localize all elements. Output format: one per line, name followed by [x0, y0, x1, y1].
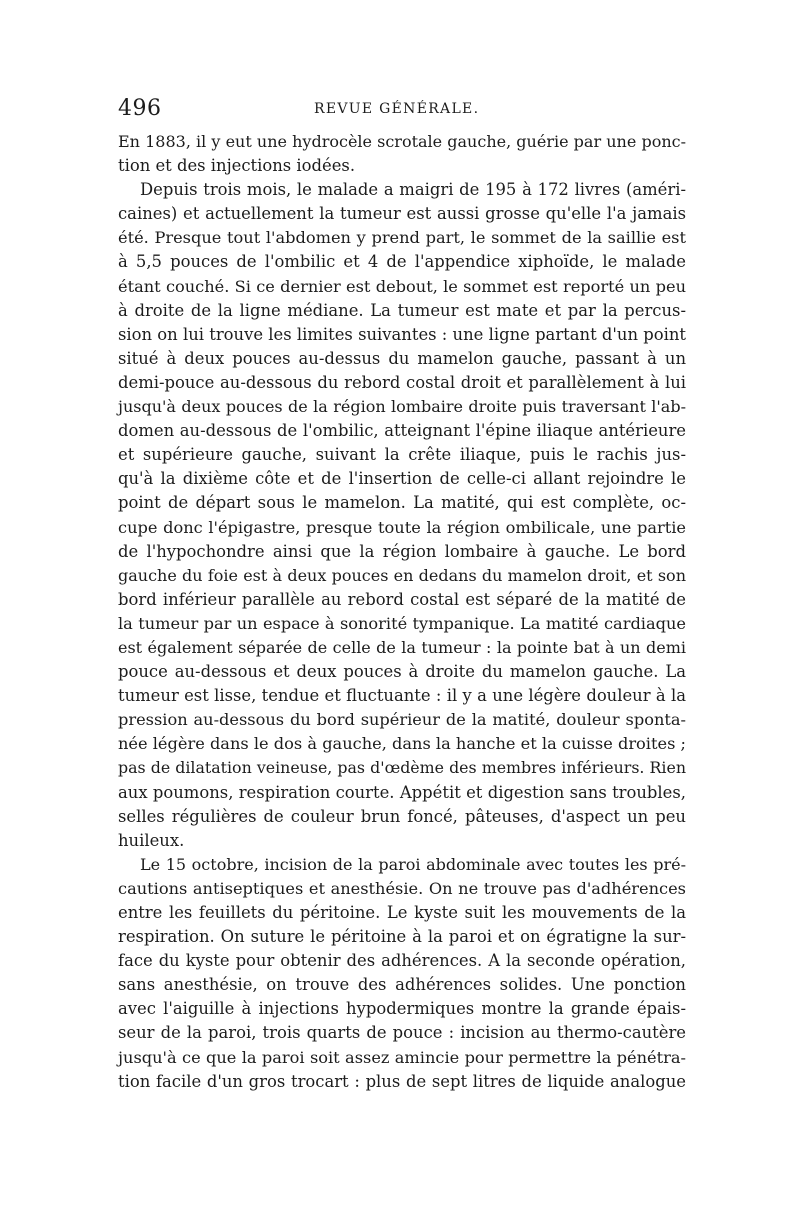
text-line: à 5,5 pouces de l'ombilic et 4 de l'appendice xiphoïde, le malade: [118, 252, 686, 272]
text-line: et supérieure gauche, suivant la crête iliaque, puis le rachis jus-: [118, 445, 686, 465]
text-line: été. Presque tout l'abdomen y prend part, le sommet de la saillie est: [118, 228, 686, 248]
text-line: situé à deux pouces au-dessus du mamelon gauche, passant à un: [118, 348, 686, 368]
text-line: point de départ sous le mamelon. La matité, qui est complète, oc-: [118, 493, 686, 513]
text-line: la tumeur par un espace à sonorité tympanique. La matité cardiaque: [118, 613, 686, 633]
text-line: gauche du foie est à deux pouces en dedans du mamelon droit, et son: [118, 565, 686, 585]
text-line: cupe donc l'épigastre, presque toute la région ombilicale, une partie: [118, 517, 686, 537]
page-header: [118, 96, 686, 126]
text-line: huileux.: [118, 830, 185, 850]
text-line: née légère dans le dos à gauche, dans la hanche et la cuisse droites ;: [118, 734, 686, 754]
text-line: pouce au-dessous et deux pouces à droite du mamelon gauche. La: [118, 662, 686, 682]
text-line: caines) et actuellement la tumeur est aussi grosse qu'elle l'a jamais: [118, 204, 686, 224]
body-text: [118, 130, 686, 1094]
text-line: selles régulières de couleur brun foncé, pâteuses, d'aspect un peu: [118, 806, 686, 826]
text-line: avec l'aiguille à injections hypodermiques montre la grande épais-: [118, 999, 686, 1019]
text-line: Depuis trois mois, le malade a maigri de 195 à 172 livres (améri-: [140, 180, 686, 200]
text-line: En 1883, il y eut une hydrocèle scrotale gauche, guérie par une ponc-: [118, 132, 686, 151]
text-line: respiration. On suture le péritoine à la paroi et on égratigne la sur-: [118, 927, 686, 947]
text-line: tion facile d'un gros trocart : plus de sept litres de liquide analogue: [118, 1071, 686, 1091]
text-line: jusqu'à deux pouces de la région lombaire droite puis traversant l'ab-: [118, 397, 686, 417]
text-line: jusqu'à ce que la paroi soit assez amincie pour permettre la pénétra-: [118, 1047, 686, 1067]
text-line: Le 15 octobre, incision de la paroi abdominale avec toutes les pré-: [140, 854, 686, 874]
text-line: qu'à la dixième côte et de l'insertion de celle-ci allant rejoindre le: [118, 469, 686, 489]
text-line: tumeur est lisse, tendue et fluctuante : il y a une légère douleur à la: [118, 686, 686, 706]
text-line: seur de la paroi, trois quarts de pouce : incision au thermo-cautère: [118, 1023, 686, 1043]
text-line: cautions antiseptiques et anesthésie. On ne trouve pas d'adhérences: [118, 878, 686, 898]
text-line: pression au-dessous du bord supérieur de la matité, douleur sponta-: [118, 710, 686, 730]
text-line: entre les feuillets du péritoine. Le kyste suit les mouvements de la: [118, 903, 686, 922]
text-line: face du kyste pour obtenir des adhérences. A la seconde opération,: [118, 951, 686, 971]
text-line: de l'hypochondre ainsi que la région lombaire à gauche. Le bord: [118, 541, 686, 561]
text-line: à droite de la ligne médiane. La tumeur est mate et par la percus-: [118, 300, 686, 320]
text-line: étant couché. Si ce dernier est debout, le sommet est reporté un peu: [118, 276, 686, 296]
text-line: sion on lui trouve les limites suivantes : une ligne partant d'un point: [118, 324, 686, 344]
running-head: REVUE GÉNÉRALE.: [314, 101, 480, 117]
text-line: demi-pouce au-dessous du rebord costal droit et parallèlement à lui: [118, 372, 686, 392]
text-line: tion et des injections iodées.: [118, 156, 356, 176]
text-line: domen au-dessous de l'ombilic, atteignant l'épine iliaque antérieure: [118, 421, 686, 441]
text-line: pas de dilatation veineuse, pas d'œdème des membres inférieurs. Rien: [118, 758, 686, 778]
text-line: sans anesthésie, on trouve des adhérences solides. Une ponction: [118, 975, 686, 995]
text-line: bord inférieur parallèle au rebord costal est séparé de la matité de: [118, 589, 686, 609]
text-line: aux poumons, respiration courte. Appétit et digestion sans troubles,: [118, 782, 686, 802]
page-number: 496: [118, 96, 162, 121]
text-line: est également séparée de celle de la tumeur : la pointe bat à un demi: [118, 637, 686, 657]
